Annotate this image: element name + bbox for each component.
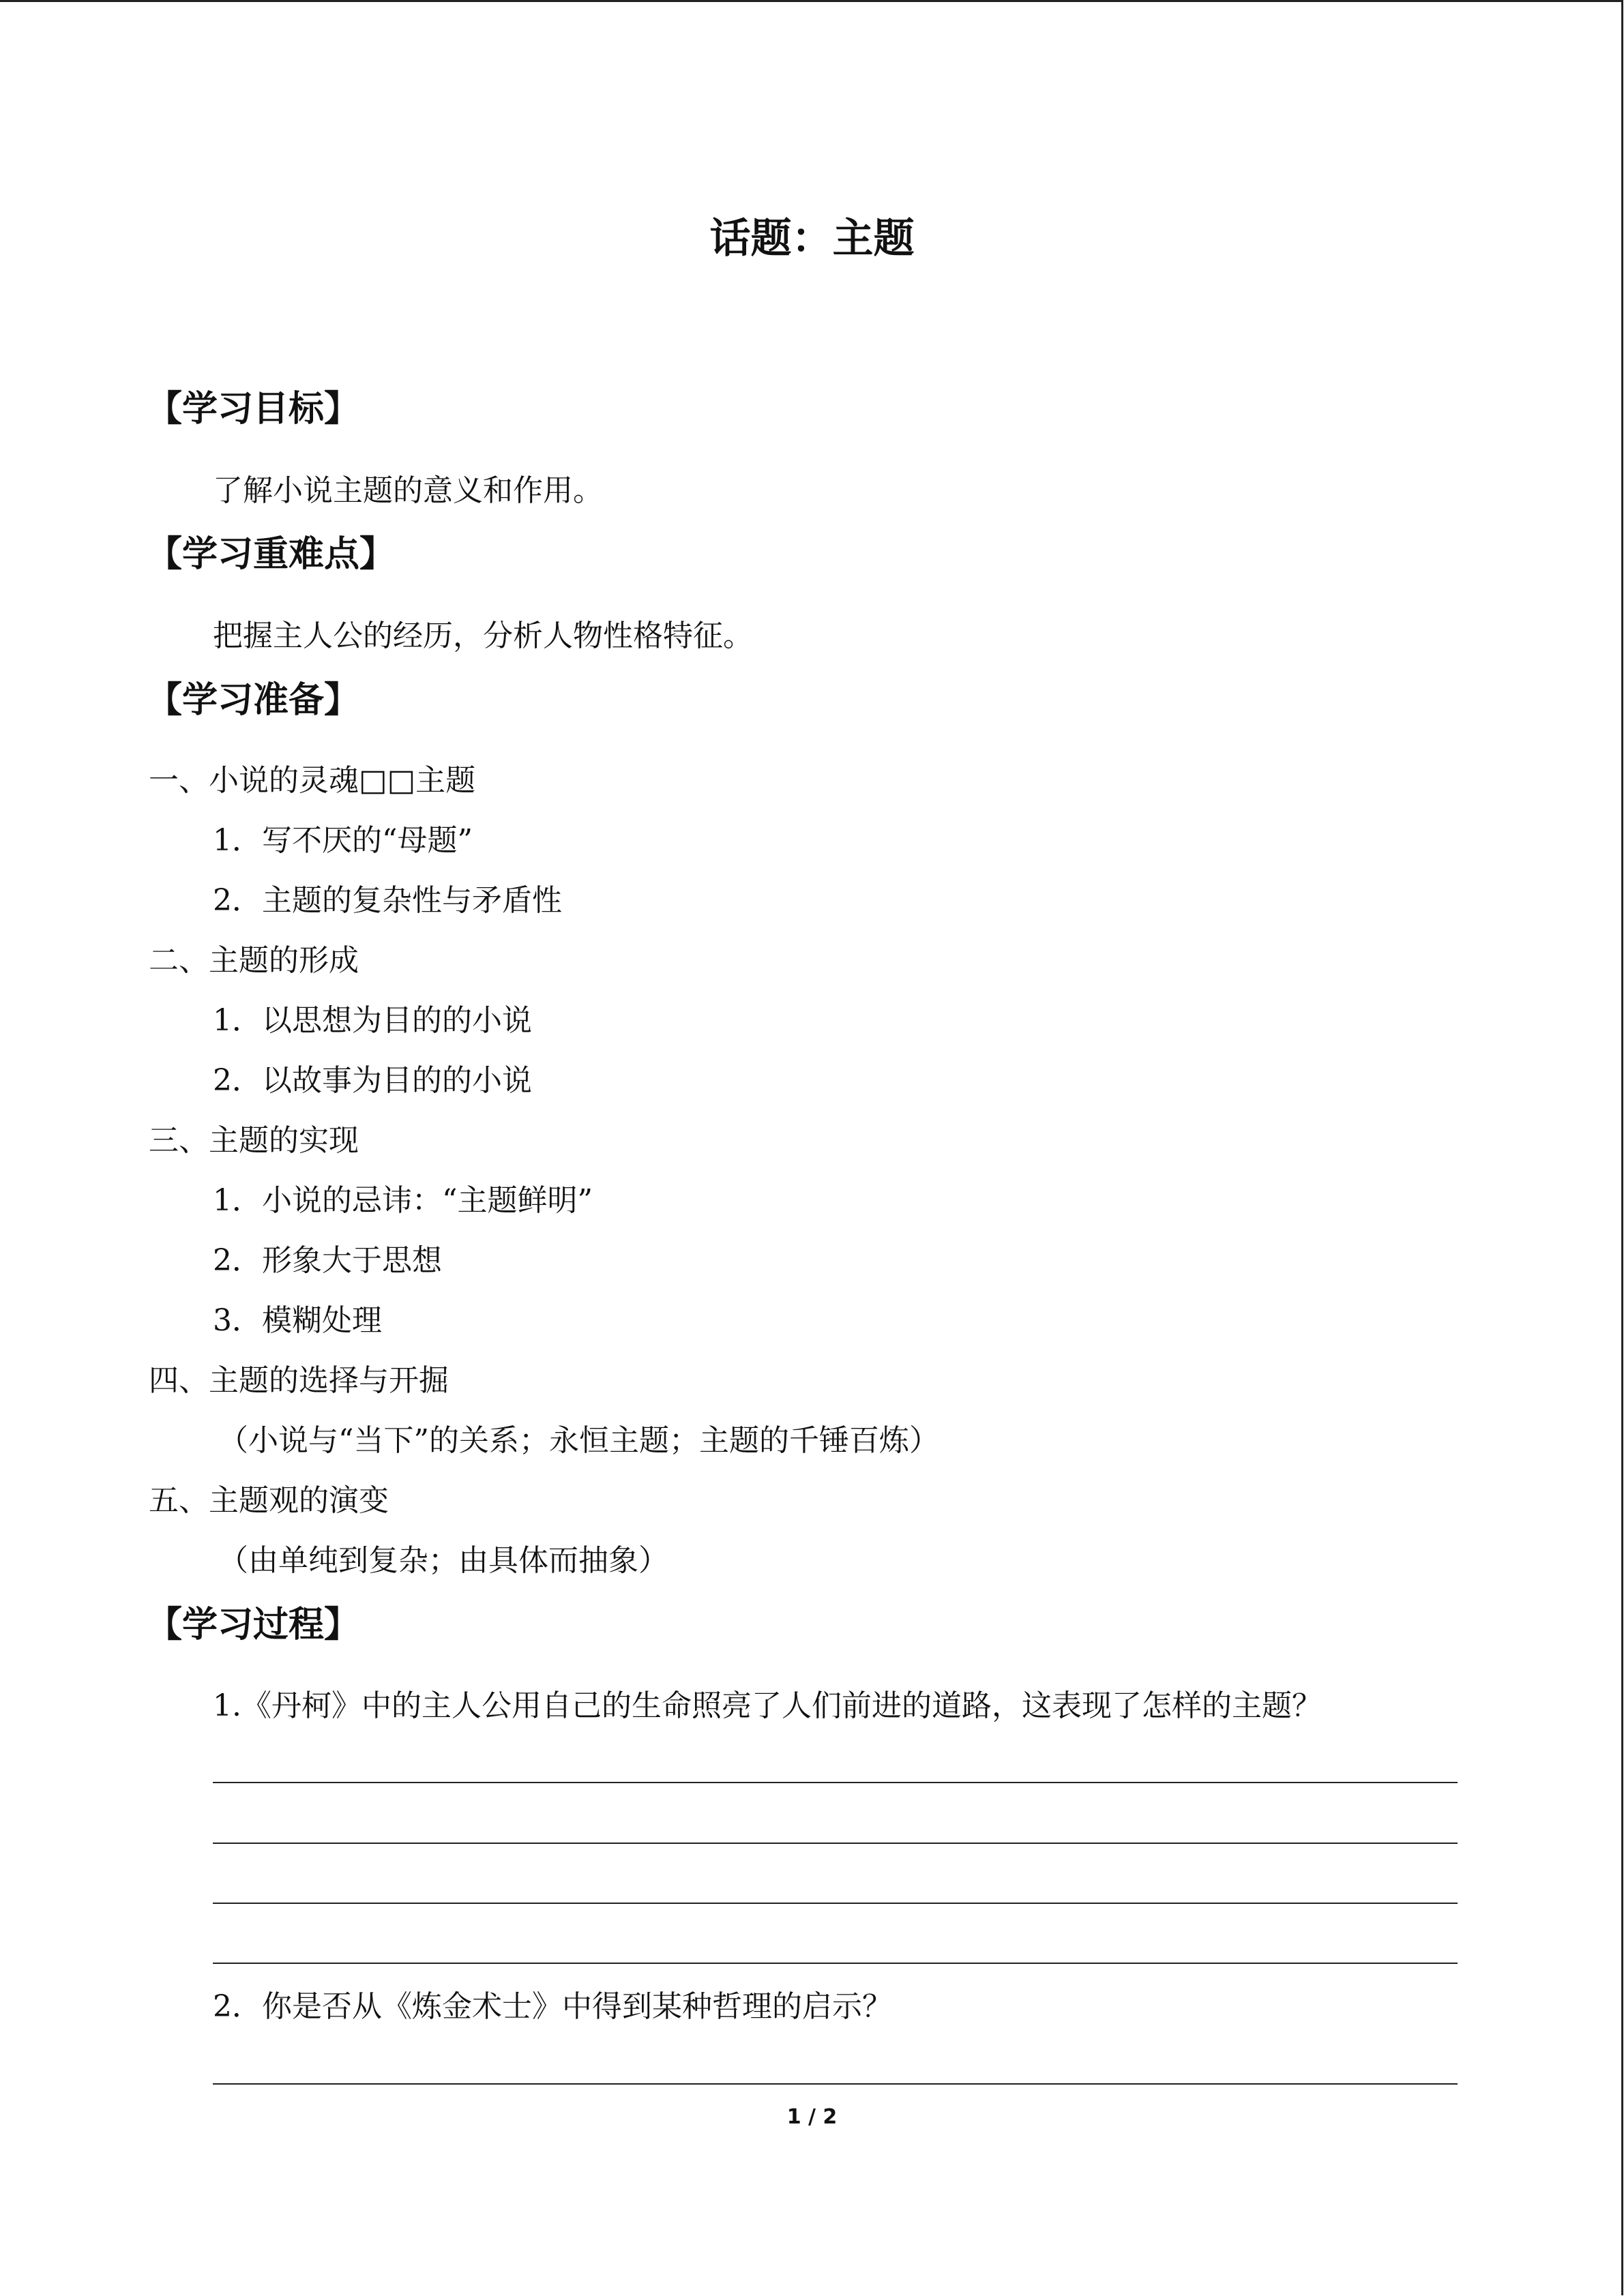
answer-line (213, 1963, 1458, 1964)
outline-subitem: 2．主题的复杂性与矛盾性 (213, 883, 562, 918)
section-heading-process: 【学习过程】 (147, 1605, 360, 1645)
question-1: 1.《丹柯》中的主人公用自己的生命照亮了人们前进的道路，这表现了怎样的主题？ (213, 1688, 1322, 1723)
goals-text: 了解小说主题的意义和作用。 (213, 473, 603, 508)
answer-line (213, 1843, 1458, 1844)
outline-note: （小说与“当下”的关系；永恒主题；主题的千锤百炼） (218, 1423, 939, 1458)
section-heading-preparation: 【学习准备】 (147, 680, 360, 721)
page-number: 1 / 2 (786, 2105, 838, 2129)
outline-item-3: 三、主题的实现 (149, 1123, 359, 1158)
outline-subitem: 1．写不厌的“母题” (213, 823, 473, 858)
section-heading-keypoints: 【学习重难点】 (147, 534, 396, 575)
answer-line (213, 2083, 1458, 2085)
section-heading-goals: 【学习目标】 (147, 389, 360, 430)
outline-item-5: 五、主题观的演变 (149, 1483, 389, 1518)
outline-note: （由单纯到复杂；由具体而抽象） (218, 1543, 668, 1578)
outline-subitem: 2．形象大于思想 (213, 1243, 442, 1278)
outline-subitem: 3．模糊处理 (213, 1303, 382, 1338)
outline-item-2: 二、主题的形成 (149, 943, 359, 978)
question-2: 2．你是否从《炼金术士》中得到某种哲理的启示？ (213, 1989, 892, 2024)
outline-subitem: 1．小说的忌讳：“主题鲜明” (213, 1183, 593, 1218)
outline-subitem: 1．以思想为目的的小说 (213, 1003, 532, 1038)
answer-line (213, 1903, 1458, 1904)
keypoints-text: 把握主人公的经历，分析人物性格特征。 (213, 618, 753, 653)
outline-item-1: 一、小说的灵魂□□主题 (149, 763, 476, 798)
answer-line (213, 1782, 1458, 1783)
page-title: 话题：主题 (709, 215, 915, 263)
outline-subitem: 2．以故事为目的的小说 (213, 1063, 532, 1098)
outline-item-4: 四、主题的选择与开掘 (149, 1363, 449, 1398)
